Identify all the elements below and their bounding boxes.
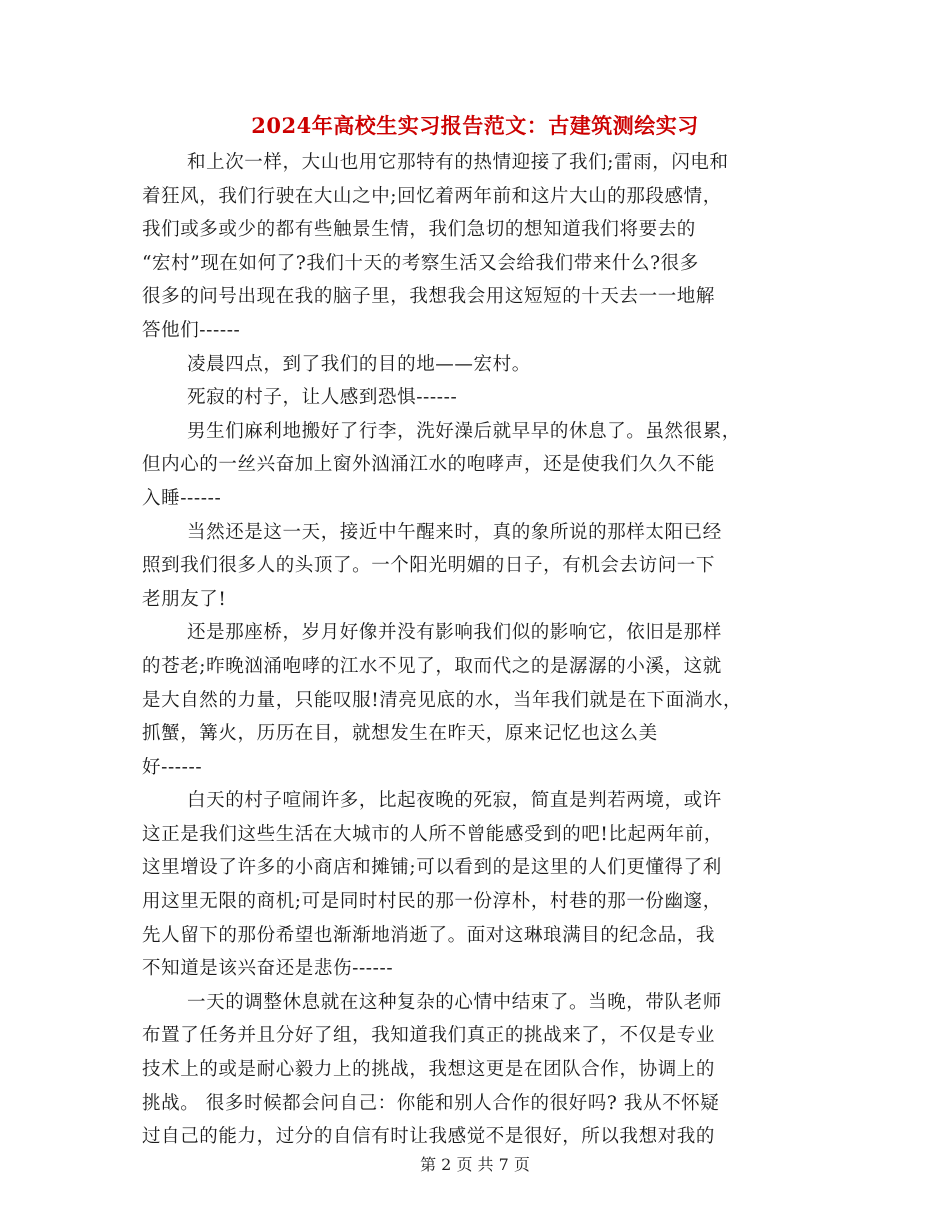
text-line: 用这里无限的商机;可是同时村民的那一份淳朴，村巷的那一份幽邃， [142, 891, 722, 913]
text-line: 白天的村子喧闹许多，比起夜晚的死寂，简直是判若两境，或许 [187, 790, 722, 812]
text-line: 老朋友了! [142, 588, 227, 610]
page-footer: 第 2 页 共 7 页 [420, 1155, 530, 1174]
text-line: 布置了任务并且分好了组，我知道我们真正的挑战来了，不仅是专业 [142, 1025, 716, 1047]
text-line: 我们或多或少的都有些触景生情，我们急切的想知道我们将要去的 [142, 219, 696, 241]
document-body [142, 146, 822, 1154]
text-line: 凌晨四点，到了我们的目的地——宏村。 [187, 353, 531, 375]
text-line: 这正是我们这些生活在大城市的人所不曾能感受到的吧!比起两年前， [142, 823, 724, 845]
text-line: 技术上的或是耐心毅力上的挑战，我想这更是在团队合作，协调上的 [142, 1059, 716, 1081]
text-line: 当然还是这一天，接近中午醒来时，真的象所说的那样太阳已经 [187, 521, 722, 543]
text-line: 先人留下的那份希望也渐渐地消逝了。面对这琳琅满目的纪念品，我 [142, 924, 716, 946]
text-line: 死寂的村子，让人感到恐惧------ [187, 387, 458, 409]
text-line: 入睡------ [142, 487, 222, 509]
text-line: 一天的调整休息就在这种复杂的心情中结束了。当晚，带队老师 [187, 991, 722, 1013]
text-line: “宏村”现在如何了?我们十天的考察生活又会给我们带来什么?很多 [142, 252, 699, 274]
text-line: 和上次一样，大山也用它那特有的热情迎接了我们;雷雨，闪电和 [187, 152, 729, 173]
text-line: 不知道是该兴奋还是悲伤------ [142, 958, 394, 980]
text-line: 好------ [142, 756, 203, 778]
document-title: 2024年高校生实习报告范文：古建筑测绘实习 [251, 113, 699, 138]
text-line: 照到我们很多人的头顶了。一个阳光明媚的日子，有机会去访问一下 [142, 555, 716, 577]
text-line: 这里增设了许多的小商店和摊铺;可以看到的是这里的人们更懂得了利 [142, 857, 722, 879]
text-line: 过自己的能力，过分的自信有时让我感觉不是很好，所以我想对我的 [142, 1126, 716, 1148]
text-line: 很多的问号出现在我的脑子里，我想我会用这短短的十天去一一地解 [142, 286, 716, 308]
text-line: 还是那座桥，岁月好像并没有影响我们似的影响它，依旧是那样 [187, 622, 722, 644]
text-line: 是大自然的力量，只能叹服!清亮见底的水，当年我们就是在下面淌水， [142, 689, 743, 711]
text-line: 的苍老;昨晚汹涌咆哮的江水不见了，取而代之的是潺潺的小溪，这就 [142, 655, 722, 677]
text-line: 但内心的一丝兴奋加上窗外汹涌江水的咆哮声，还是使我们久久不能 [142, 454, 716, 476]
text-line: 抓蟹，篝火，历历在目，就想发生在昨天，原来记忆也这么美 [142, 723, 658, 745]
text-line: 着狂风，我们行驶在大山之中;回忆着两年前和这片大山的那段感情， [142, 185, 722, 207]
text-line: 男生们麻利地搬好了行李，洗好澡后就早早的休息了。虽然很累， [187, 420, 741, 442]
text-line: 答他们------ [142, 319, 241, 341]
text-line: 挑战。 很多时候都会问自己：你能和别人合作的很好吗? 我从不怀疑 [142, 1092, 720, 1114]
